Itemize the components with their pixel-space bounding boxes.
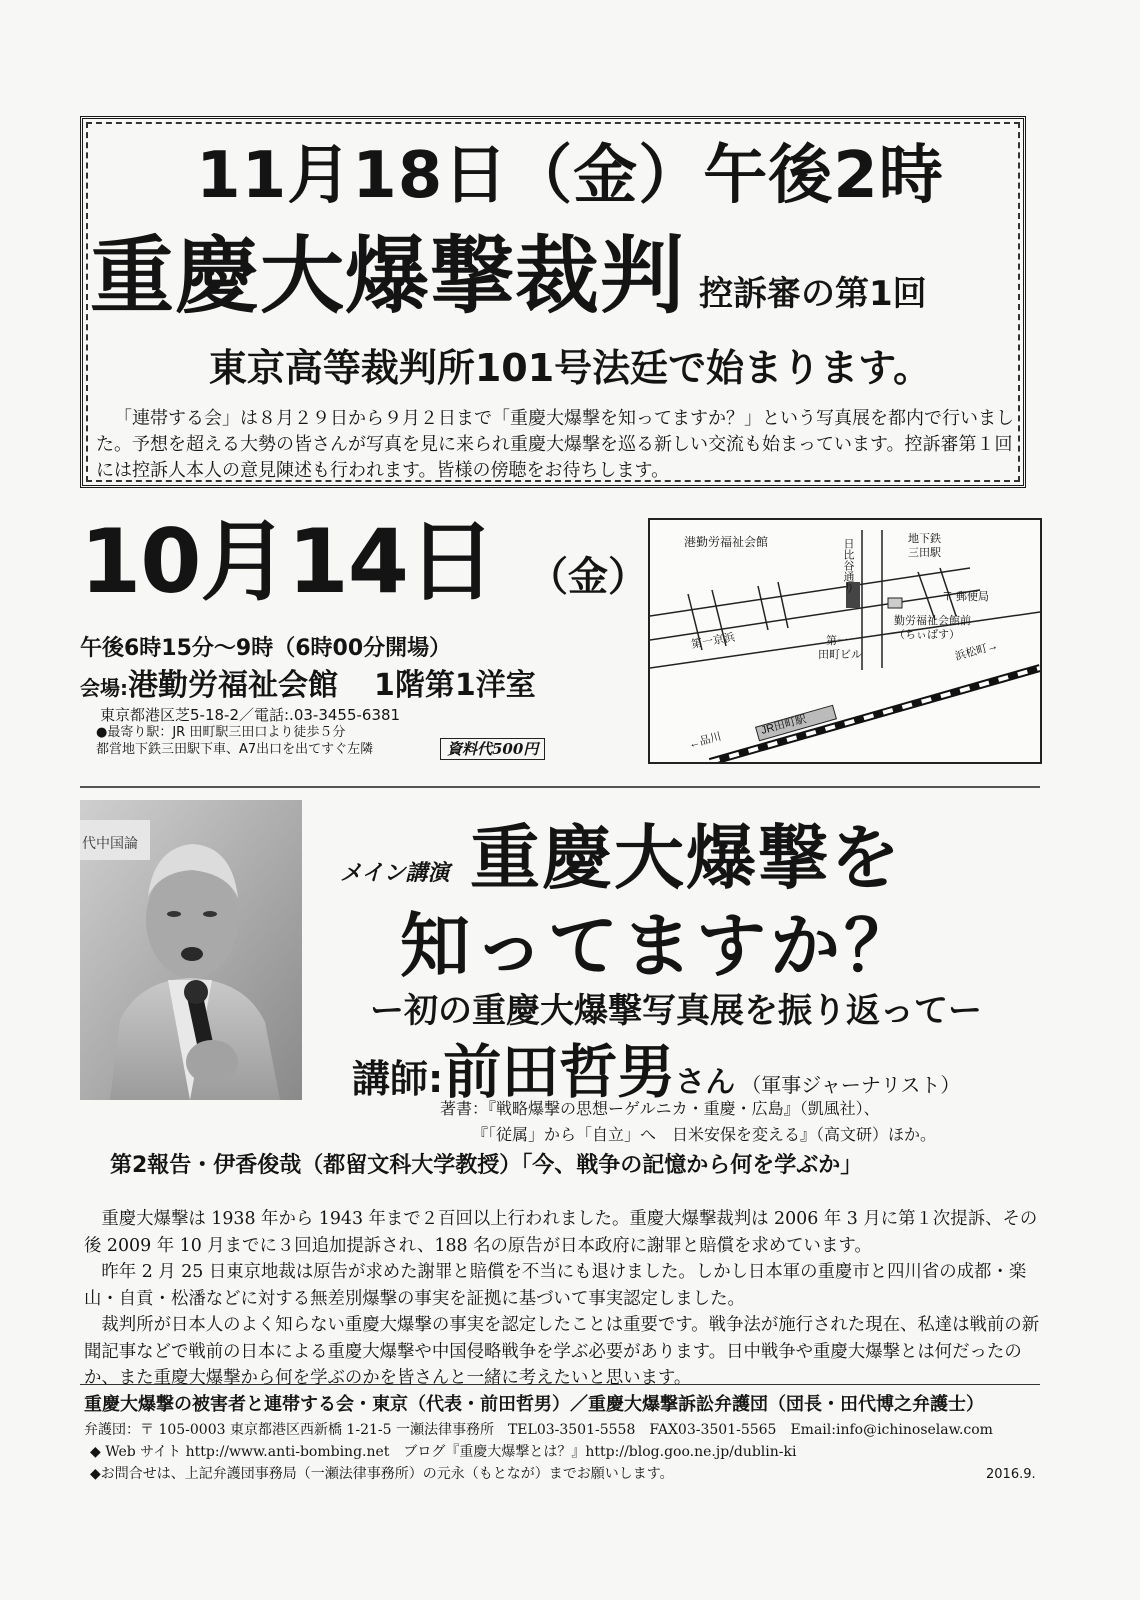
speaker-photo [80,800,302,1100]
venue-map [648,518,1042,764]
map-label-tamachi-bldg: 田町ビル [818,649,862,661]
map-label-jr-tamachi: JR田町駅 [759,713,808,737]
footer-lawyers: 弁護団：〒 105-0003 東京都港区西新橋 1-21-5 一瀬法律事務所 TEL03-3501-5558 FAX03-3501-5565 Email:info@ichinoselaw.com [84,1422,993,1438]
event-date: 10月14日 [80,510,495,613]
trial-title-sub: 控訴審の第1回 [699,274,927,314]
footer-organization: 重慶大爆撃の被害者と連帯する会・東京（代表・前田哲男）／重慶大爆撃訴訟弁護団（団長・田代博之弁護士） [84,1394,984,1415]
footer-date: 2016.9. [986,1467,1036,1482]
speaker-label: 講師: [352,1057,444,1101]
event-time: 午後6時15分～9時（6時00分開場） [80,636,452,661]
fold-divider [80,786,1040,788]
appeal-venue: 東京高等裁判所101号法廷で始まります。 [208,346,932,390]
cross-street [918,572,935,620]
speaker-role: （軍事ジャーナリスト） [741,1073,961,1097]
appeal-title [90,228,927,348]
speaker-book-2: 『「従属」から「自立」へ 日米安保を変える』（高文研）ほか。 [472,1125,937,1144]
map-label-hibiya: 日比谷通り [842,538,854,593]
venue-label: 会場: [80,676,128,700]
venue-name: 港勤労福祉会館 [128,668,338,703]
speaker-photo-drawing [80,800,302,1100]
body-paragraph: 裁判所が日本人のよく知らない重慶大爆撃の事実を認定したことは重要です。戦争法が施行された現在、私達は戦前の新聞記事などで戦前の日本による重慶大爆撃や中国侵略戦争を学ぶ必要があります。日中戦争や重慶大爆撃とは何だったのか、また重慶大爆撃から何を学ぶのかを皆さんと一緒に考えたいと思います。 [84,1315,1040,1388]
announcement-paragraph: 「連帯する会」は８月２９日から９月２日まで「重慶大爆撃を知ってますか？」という写真展を都内で行いました。予想を超える大勢の皆さんが写真を見に来られ重慶大爆撃を巡る新しい交流も始まっています。控訴審第１回には控訴人本人の意見陳述も行われます。皆様の傍聴をお待ちします。 [96,408,1014,481]
body-paragraph: 昨年 2 月 25 日東京地裁は原告が求めた謝罪と賠償を不当にも退けました。しかし日本軍の重慶市と四川省の成都・楽山・自貢・松潘などに対する無差別爆撃の事実を証拠に基づいて事実認定しました。 [84,1262,1027,1309]
venue-room: 1階第1洋室 [374,668,536,703]
appeal-hearing-date: 11月18日（金）午後2時 [196,139,944,213]
lecture-subtitle: ー初の重慶大爆撃写真展を振り返ってー [370,991,982,1031]
speaker-honorific: さん [675,1065,736,1100]
material-fee-badge: 資料代500円 [440,738,545,760]
jr-railway [710,668,1040,762]
road-daiichi-keihin [650,568,970,616]
lecture-title-line1: 重慶大爆撃を [470,817,902,899]
map-label-daiichi: 第一 [826,635,848,647]
footer-contact: ◆お問合せは、上記弁護団事務局（一瀬法律事務所）の元永（もとなが）までお願いします。 [90,1466,674,1482]
map-drawing [650,520,1040,762]
access-info-subway: 都営地下鉄三田駅下車、A7出口を出てすぐ左隣 [96,742,374,757]
map-label-hamamatsucho: 浜松町→ [953,639,1000,663]
access-info-jr: ●最寄り駅：JR 田町駅三田口より徒歩５分 [96,725,346,740]
map-label-chiibasu: （ちぃばす） [894,629,960,641]
trial-title: 重慶大爆撃裁判 [90,227,686,325]
photo-banner-text: 代中国論 [82,835,138,851]
speaker-name: 前田哲男 [443,1038,676,1106]
map-label-hall-front: 勤労福祉会館前 [894,615,971,627]
event-venue [80,666,536,710]
map-label-hall: 港勤労福祉会館 [684,535,769,549]
body-paragraph: 重慶大爆撃は 1938 年から 1943 年まで２百回以上行われました。重慶大爆撃裁判は 2006 年 3 月に第１次提訴、その後 2009 年 10 月までに３回追加提訴され、188 名の原告が日本政府に謝罪と賠償を求めています。 [84,1209,1038,1256]
announcement-body [96,406,1020,484]
map-label-subway: 地下鉄 [908,533,941,545]
second-report: 第2報告・伊香俊哉（都留文科大学教授）「今、戦争の記憶から何を学ぶか」 [110,1153,863,1178]
speaker-book-1: 著書：『戦略爆撃の思想ーゲルニカ・重慶・広島』（凱風社）、 [440,1099,880,1118]
main-lecture-label: メイン講演 [340,860,450,886]
body-text [84,1206,1044,1392]
map-label-shinagawa: ←品川 [687,730,723,751]
footer-web: ◆ Web サイト http://www.anti-bombing.net ブログ『重慶大爆撃とは？』http://blog.goo.ne.jp/dublin-ki [90,1444,797,1460]
event-day: （金） [528,554,648,600]
map-label-daiichi-keihin: 第一京浜 [690,631,736,651]
footer-divider [80,1384,1040,1385]
venue-address: 東京都港区芝5-18-2／電話:.03-3455-6381 [100,706,401,724]
subway-station-marker [888,598,902,608]
map-label-mita: 三田駅 [908,547,941,559]
lecture-title-line2: 知ってますか？ [400,905,918,987]
map-label-post: 〒 郵便局 [942,591,990,603]
